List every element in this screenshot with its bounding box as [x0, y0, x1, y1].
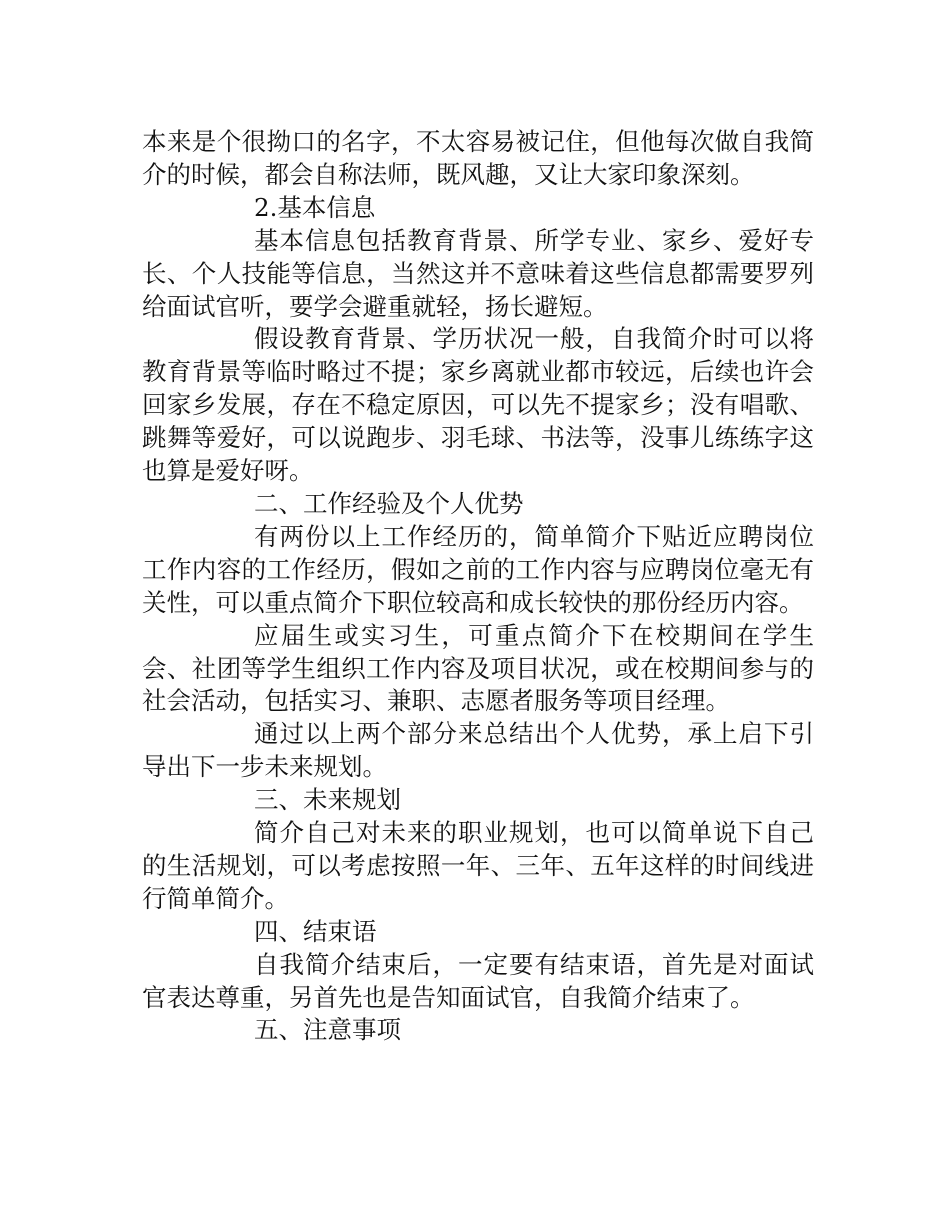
section-heading-future-plan: 三、未来规划: [254, 785, 401, 815]
section-heading-basic-info: 2.基本信息: [254, 192, 376, 222]
paragraph-graduates: 应届生或实习生，可重点简介下在校期间在学生会、社团等学生组织工作内容及项目状况，或在校期间参与的社会活动，包括实习、兼职、志愿者服务等项目经理。: [142, 620, 814, 716]
section-heading-work-experience: 二、工作经验及个人优势: [254, 488, 524, 518]
paragraph-continuation: 本来是个很拗口的名字，不太容易被记住，但他每次做自我简介的时候，都会自称法师，既风趣，又让大家印象深刻。: [142, 127, 814, 189]
paragraph-basic-info: 基本信息包括教育背景、所学专业、家乡、爱好专长、个人技能等信息，当然这并不意味着这些信息都需要罗列给面试官听，要学会避重就轻，扬长避短。: [142, 225, 814, 321]
paragraph-education-background: 假设教育背景、学历状况一般，自我简介时可以将教育背景等临时略过不提；家乡离就业都市较远，后续也许会回家乡发展，存在不稳定原因，可以先不提家乡；没有唱歌、跳舞等爱好，可以说跑步、羽毛球、书法等，没事儿练练字这也算是爱好呀。: [142, 324, 814, 486]
section-heading-closing: 四、结束语: [254, 916, 377, 946]
paragraph-work-history: 有两份以上工作经历的，简单简介下贴近应聘岗位工作内容的工作经历，假如之前的工作内容与应聘岗位毫无有关性，可以重点简介下职位较高和成长较快的那份经历内容。: [142, 521, 814, 617]
paragraph-closing: 自我简介结束后，一定要有结束语，首先是对面试官表达尊重，另首先也是告知面试官，自我简介结束了。: [142, 949, 814, 1012]
paragraph-future-plan: 简介自己对未来的职业规划，也可以简单说下自己的生活规划，可以考虑按照一年、三年、五年这样的时间线进行简单简介。: [142, 818, 814, 913]
document-body: [142, 126, 814, 1047]
paragraph-summary-advantages: 通过以上两个部分来总结出个人优势，承上启下引导出下一步未来规划。: [142, 719, 814, 782]
section-heading-notes: 五、注意事项: [254, 1015, 401, 1045]
